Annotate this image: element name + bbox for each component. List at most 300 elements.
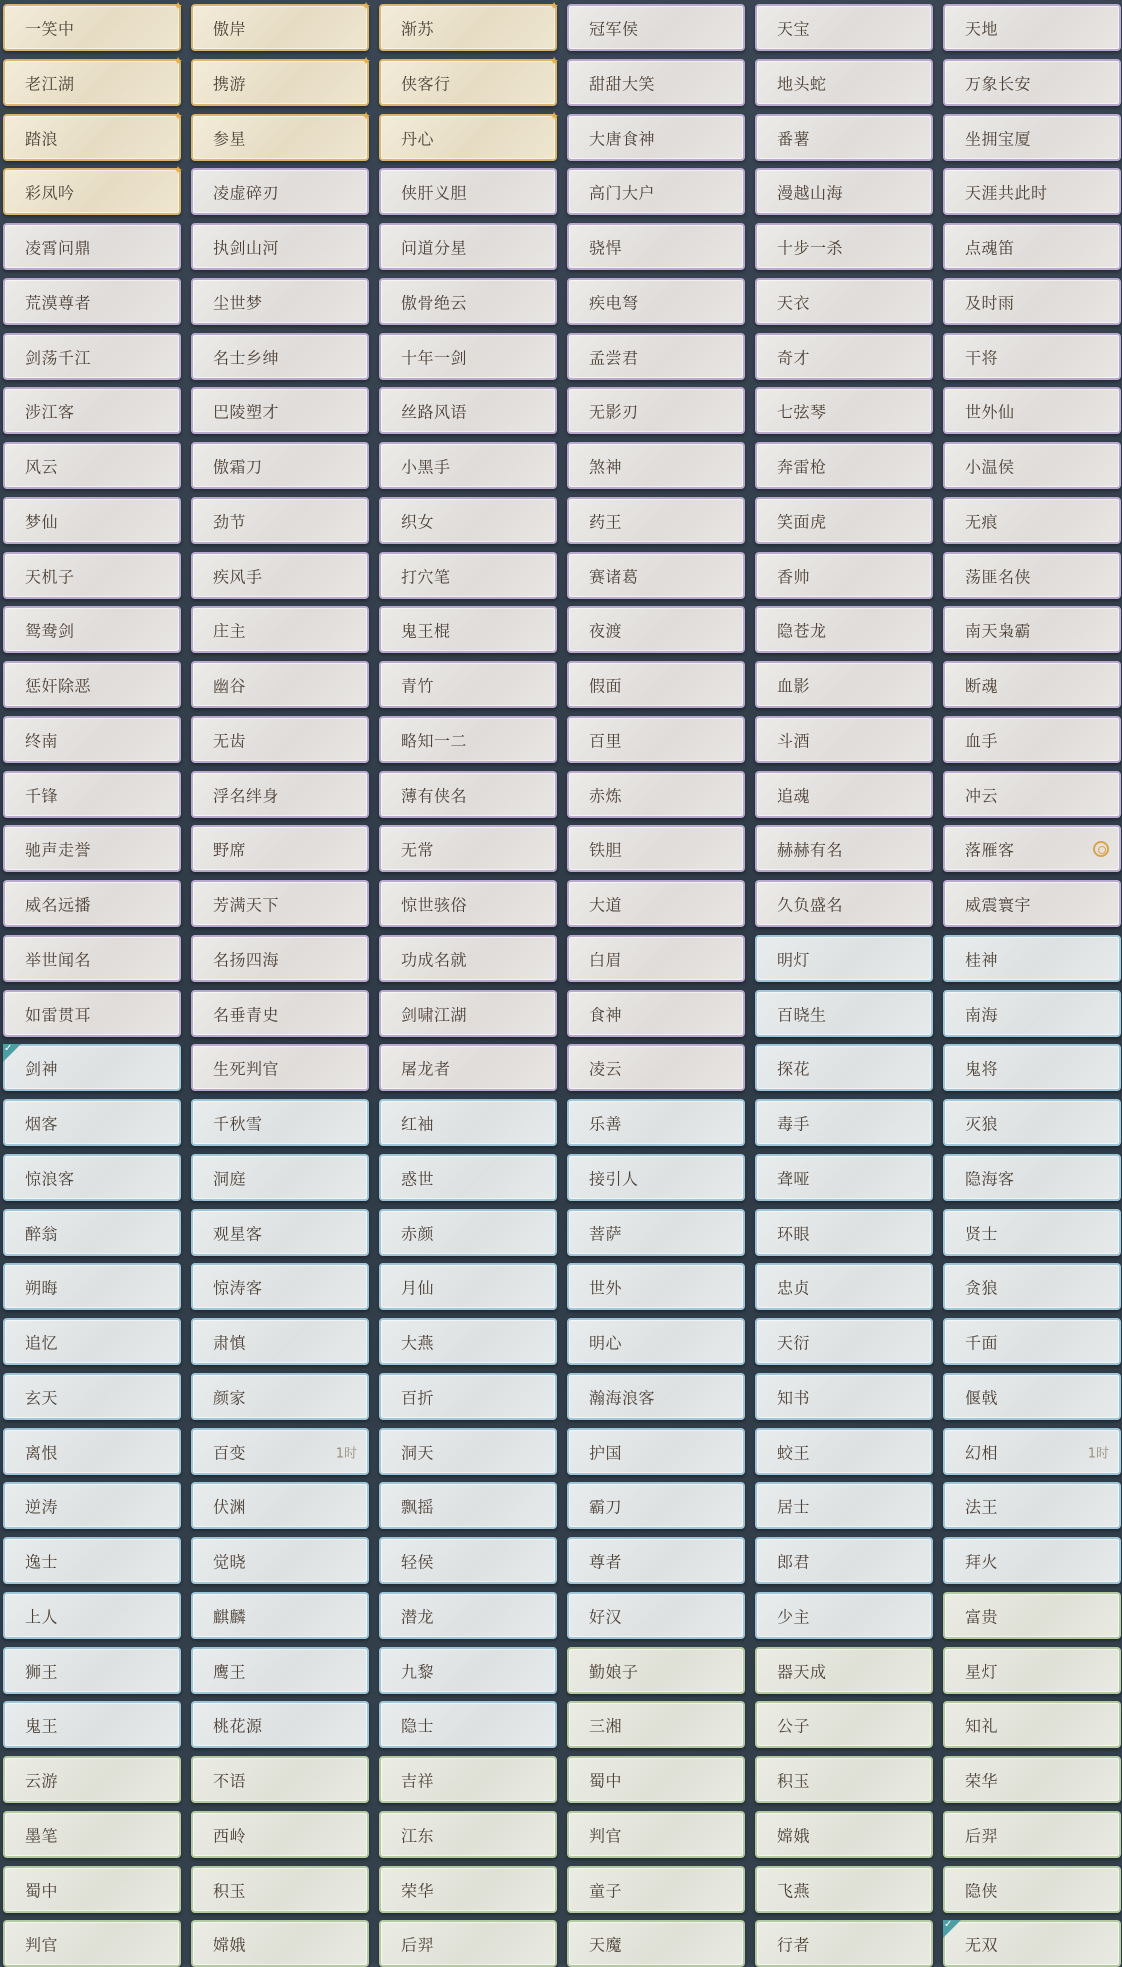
title-card[interactable] [567, 59, 745, 106]
title-label: 行者 [777, 1935, 811, 1954]
title-card[interactable] [755, 661, 933, 708]
title-card[interactable] [943, 1318, 1121, 1365]
title-label: 明灯 [777, 950, 811, 969]
title-card[interactable] [943, 333, 1121, 380]
title-card[interactable] [191, 333, 369, 380]
title-label: 芳满天下 [213, 895, 280, 914]
title-card[interactable] [567, 1482, 745, 1529]
title-label: 颜家 [213, 1388, 247, 1407]
title-label: 菩萨 [589, 1224, 623, 1243]
title-card[interactable] [755, 278, 933, 325]
title-card[interactable] [379, 825, 557, 872]
title-card[interactable] [755, 552, 933, 599]
title-label: 好汉 [589, 1607, 623, 1626]
title-card[interactable] [3, 1263, 181, 1310]
title-card[interactable] [943, 1537, 1121, 1584]
title-card[interactable] [191, 1209, 369, 1256]
title-card[interactable] [567, 223, 745, 270]
title-card[interactable] [567, 497, 745, 544]
title-card[interactable] [755, 333, 933, 380]
title-label: 参星 [213, 129, 247, 148]
title-card[interactable] [943, 990, 1121, 1037]
title-card[interactable] [191, 1044, 369, 1091]
title-label: 剑荡千江 [25, 348, 92, 367]
title-label: 不语 [213, 1771, 247, 1790]
title-label: 天衍 [777, 1333, 811, 1352]
title-label: 法王 [965, 1497, 999, 1516]
title-card[interactable] [567, 1811, 745, 1858]
title-label: 郎君 [777, 1552, 811, 1571]
title-label: 朔晦 [25, 1278, 59, 1297]
title-card[interactable] [191, 54, 371, 106]
title-card[interactable] [755, 1537, 933, 1584]
title-card[interactable] [943, 442, 1121, 489]
title-card[interactable] [943, 1154, 1121, 1201]
title-card[interactable] [191, 1099, 369, 1146]
title-label: 凌云 [589, 1059, 623, 1078]
title-label: 略知一二 [401, 731, 468, 750]
title-label: 忠贞 [777, 1278, 811, 1297]
title-card[interactable] [379, 1866, 557, 1913]
title-label: 无痕 [965, 512, 999, 531]
title-card[interactable] [191, 990, 369, 1037]
title-card[interactable] [567, 1592, 745, 1639]
star-icon: ✦ [172, 0, 183, 13]
title-label: 无影刃 [589, 402, 639, 421]
title-card[interactable] [755, 1482, 933, 1529]
title-card[interactable] [379, 109, 559, 161]
title-card[interactable] [567, 1263, 745, 1310]
title-card[interactable] [755, 4, 933, 51]
title-card[interactable] [567, 825, 745, 872]
title-card[interactable] [191, 771, 369, 818]
title-card[interactable] [567, 442, 745, 489]
title-card[interactable] [191, 661, 369, 708]
title-card[interactable] [379, 1811, 557, 1858]
title-card[interactable] [943, 1756, 1121, 1803]
title-card[interactable] [379, 1373, 557, 1420]
title-label: 点魂笛 [965, 238, 1015, 257]
title-card[interactable] [943, 4, 1121, 51]
title-label: 鹰王 [213, 1662, 247, 1681]
title-label: 明心 [589, 1333, 623, 1352]
title-card[interactable] [191, 1701, 369, 1748]
star-icon: ✦ [548, 109, 559, 123]
title-label: 小黑手 [401, 457, 451, 476]
title-card[interactable] [943, 1701, 1121, 1748]
title-card[interactable] [191, 880, 369, 927]
title-card[interactable] [3, 990, 181, 1037]
title-card[interactable] [755, 1592, 933, 1639]
title-card[interactable] [567, 990, 745, 1037]
title-card[interactable] [379, 1318, 557, 1365]
title-label: 名扬四海 [213, 950, 280, 969]
title-card[interactable] [379, 168, 557, 215]
title-card[interactable] [191, 1592, 369, 1639]
title-card[interactable] [3, 825, 181, 872]
title-label: 幻相 [965, 1443, 999, 1462]
title-card[interactable] [379, 1592, 557, 1639]
title-card[interactable] [755, 387, 933, 434]
title-label: 蜀中 [589, 1771, 623, 1790]
title-card[interactable] [567, 114, 745, 161]
title-card[interactable] [567, 333, 745, 380]
title-card[interactable] [379, 661, 557, 708]
title-label: 煞神 [589, 457, 623, 476]
title-card[interactable] [755, 1701, 933, 1748]
title-card[interactable] [3, 552, 181, 599]
title-card[interactable] [191, 1920, 369, 1967]
title-card[interactable] [3, 163, 183, 215]
title-card[interactable] [567, 1756, 745, 1803]
title-card[interactable] [191, 168, 369, 215]
title-card[interactable] [567, 716, 745, 763]
title-card[interactable] [3, 661, 181, 708]
title-label: 千锋 [25, 786, 59, 805]
title-card[interactable] [191, 552, 369, 599]
title-label: 百变 [213, 1443, 247, 1462]
title-card[interactable] [191, 606, 369, 653]
title-label: 高门大户 [589, 183, 656, 202]
title-card[interactable] [567, 1209, 745, 1256]
title-card[interactable] [943, 223, 1121, 270]
title-card[interactable] [3, 497, 181, 544]
title-card[interactable] [379, 1647, 557, 1694]
title-card[interactable] [3, 1592, 181, 1639]
title-card[interactable] [379, 1209, 557, 1256]
title-card[interactable] [3, 1482, 181, 1529]
title-label: 世外 [589, 1278, 623, 1297]
title-card[interactable] [567, 1647, 745, 1694]
title-card[interactable] [755, 114, 933, 161]
title-card[interactable] [3, 442, 181, 489]
title-label: 落雁客 [965, 840, 1015, 859]
title-label: 贪狼 [965, 1278, 999, 1297]
title-card[interactable] [379, 54, 559, 106]
title-card[interactable] [379, 716, 557, 763]
title-card[interactable] [567, 880, 745, 927]
title-card[interactable] [567, 1920, 745, 1967]
title-card[interactable] [943, 387, 1121, 434]
title-card[interactable] [755, 825, 933, 872]
title-card[interactable] [755, 59, 933, 106]
title-card[interactable] [755, 1428, 933, 1475]
title-label: 天地 [965, 19, 999, 38]
title-card[interactable] [755, 1756, 933, 1803]
title-card[interactable] [567, 387, 745, 434]
title-card[interactable] [3, 1044, 181, 1091]
title-card[interactable] [943, 771, 1121, 818]
title-card[interactable] [567, 771, 745, 818]
title-card[interactable] [755, 1318, 933, 1365]
title-card[interactable] [379, 552, 557, 599]
title-label: 执剑山河 [213, 238, 280, 257]
title-card[interactable] [3, 1647, 181, 1694]
title-card[interactable] [943, 1811, 1121, 1858]
title-card[interactable] [755, 1373, 933, 1420]
title-card[interactable] [191, 442, 369, 489]
title-label: 知礼 [965, 1716, 999, 1735]
title-card[interactable] [191, 825, 369, 872]
title-card[interactable] [191, 1318, 369, 1365]
title-card[interactable] [943, 1647, 1121, 1694]
title-label: 天魔 [589, 1935, 623, 1954]
title-card[interactable] [191, 278, 369, 325]
title-card[interactable] [191, 1373, 369, 1420]
title-card[interactable] [3, 935, 181, 982]
title-label: 公子 [777, 1716, 811, 1735]
title-label: 巴陵塑才 [213, 402, 280, 421]
title-label: 荣华 [401, 1881, 435, 1900]
title-label: 漫越山海 [777, 183, 844, 202]
title-card[interactable] [755, 1811, 933, 1858]
title-card[interactable] [3, 1318, 181, 1365]
title-card[interactable] [3, 606, 181, 653]
title-card[interactable] [755, 497, 933, 544]
title-card[interactable] [567, 1099, 745, 1146]
title-card[interactable] [379, 880, 557, 927]
title-card[interactable] [191, 1866, 369, 1913]
title-card[interactable] [943, 1263, 1121, 1310]
star-icon: ✦ [548, 54, 559, 68]
title-card[interactable] [379, 935, 557, 982]
title-label: 江东 [401, 1826, 435, 1845]
title-card[interactable] [755, 1920, 933, 1967]
title-label: 踏浪 [25, 129, 59, 148]
title-card[interactable] [379, 1263, 557, 1310]
title-card[interactable] [755, 1154, 933, 1201]
title-card[interactable] [379, 1537, 557, 1584]
title-label: 百晓生 [777, 1005, 827, 1024]
title-card[interactable] [943, 114, 1121, 161]
title-label: 潜龙 [401, 1607, 435, 1626]
title-card[interactable] [943, 1209, 1121, 1256]
title-card[interactable] [943, 1482, 1121, 1529]
title-card[interactable] [755, 1044, 933, 1091]
title-label: 聋哑 [777, 1169, 811, 1188]
title-label: 毒手 [777, 1114, 811, 1133]
title-label: 惊世骇俗 [401, 895, 468, 914]
title-card[interactable] [3, 1373, 181, 1420]
title-label: 十年一剑 [401, 348, 468, 367]
title-label: 器天成 [777, 1662, 827, 1681]
title-card[interactable] [567, 1866, 745, 1913]
title-card[interactable] [3, 1209, 181, 1256]
title-card[interactable] [567, 1701, 745, 1748]
title-card[interactable] [191, 387, 369, 434]
title-label: 食神 [589, 1005, 623, 1024]
title-label: 驰声走誉 [25, 840, 92, 859]
title-card[interactable] [191, 716, 369, 763]
title-card[interactable] [755, 1647, 933, 1694]
title-label: 如雷贯耳 [25, 1005, 92, 1024]
title-card[interactable] [567, 1428, 745, 1475]
title-card[interactable] [3, 223, 181, 270]
title-card[interactable] [379, 278, 557, 325]
title-card[interactable] [943, 880, 1121, 927]
title-card[interactable] [943, 716, 1121, 763]
title-card[interactable] [567, 552, 745, 599]
title-card[interactable] [567, 1044, 745, 1091]
title-card[interactable] [3, 716, 181, 763]
title-card[interactable] [3, 54, 183, 106]
title-card[interactable] [567, 606, 745, 653]
title-card[interactable] [567, 4, 745, 51]
title-label: 傲霜刀 [213, 457, 263, 476]
title-card[interactable] [567, 1537, 745, 1584]
title-card[interactable] [191, 1482, 369, 1529]
title-label: 荣华 [965, 1771, 999, 1790]
title-card[interactable] [379, 1099, 557, 1146]
title-card[interactable] [943, 1373, 1121, 1420]
title-card[interactable] [943, 1866, 1121, 1913]
title-card[interactable] [943, 497, 1121, 544]
title-card[interactable] [3, 771, 181, 818]
title-card[interactable] [3, 387, 181, 434]
title-card[interactable] [3, 1756, 181, 1803]
title-card[interactable] [3, 1099, 181, 1146]
title-label: 嫦娥 [777, 1826, 811, 1845]
title-card[interactable] [379, 606, 557, 653]
title-label: 名垂青史 [213, 1005, 280, 1024]
title-card[interactable] [755, 606, 933, 653]
title-label: 百里 [589, 731, 623, 750]
title-card[interactable] [191, 1428, 369, 1475]
title-card[interactable] [191, 1647, 369, 1694]
title-card[interactable] [191, 1756, 369, 1803]
title-card[interactable] [943, 59, 1121, 106]
title-card[interactable] [755, 1099, 933, 1146]
title-label: 打穴笔 [401, 567, 451, 586]
title-card[interactable] [943, 552, 1121, 599]
title-card[interactable] [191, 223, 369, 270]
title-card[interactable] [379, 223, 557, 270]
title-label: 斗酒 [777, 731, 811, 750]
title-card[interactable] [191, 109, 371, 161]
star-icon: ✦ [172, 54, 183, 68]
title-card[interactable] [379, 1044, 557, 1091]
title-label: 接引人 [589, 1169, 639, 1188]
title-card[interactable] [379, 497, 557, 544]
title-label: 吉祥 [401, 1771, 435, 1790]
title-label: 鬼王棍 [401, 621, 451, 640]
title-card[interactable] [191, 0, 371, 51]
title-card[interactable] [379, 1756, 557, 1803]
title-card[interactable] [755, 1866, 933, 1913]
title-card[interactable] [379, 1920, 557, 1967]
title-card[interactable] [755, 223, 933, 270]
title-card[interactable] [567, 1318, 745, 1365]
title-card[interactable] [567, 278, 745, 325]
title-card[interactable] [755, 442, 933, 489]
title-card[interactable] [3, 1428, 181, 1475]
title-card[interactable] [755, 935, 933, 982]
title-card[interactable] [943, 1920, 1121, 1967]
title-card[interactable] [567, 168, 745, 215]
title-label: 药王 [589, 512, 623, 531]
title-card[interactable] [3, 1920, 181, 1967]
title-label: 童子 [589, 1881, 623, 1900]
title-card[interactable] [755, 1263, 933, 1310]
title-card[interactable] [567, 661, 745, 708]
title-card[interactable] [943, 278, 1121, 325]
title-card[interactable] [567, 1154, 745, 1201]
title-label: 赫赫有名 [777, 840, 844, 859]
title-card[interactable] [755, 771, 933, 818]
title-card[interactable] [3, 1701, 181, 1748]
title-card[interactable] [191, 1811, 369, 1858]
title-card[interactable] [943, 1044, 1121, 1091]
title-card[interactable] [191, 1537, 369, 1584]
title-card[interactable] [191, 497, 369, 544]
title-card[interactable] [379, 1154, 557, 1201]
title-label: 冠军侯 [589, 19, 639, 38]
title-card[interactable] [943, 606, 1121, 653]
title-card[interactable] [3, 109, 183, 161]
title-label: 青竹 [401, 676, 435, 695]
title-label: 赤颜 [401, 1224, 435, 1243]
title-card[interactable] [943, 1099, 1121, 1146]
title-card[interactable] [379, 387, 557, 434]
title-card[interactable] [943, 168, 1121, 215]
title-card[interactable] [943, 1428, 1121, 1475]
title-card[interactable] [943, 661, 1121, 708]
title-label: 傲岸 [213, 19, 247, 38]
title-card[interactable] [3, 1811, 181, 1858]
title-card[interactable] [191, 1154, 369, 1201]
title-card[interactable] [379, 1482, 557, 1529]
title-card[interactable] [3, 1866, 181, 1913]
title-card[interactable] [755, 716, 933, 763]
title-label: 断魂 [965, 676, 999, 695]
title-card[interactable] [3, 1154, 181, 1201]
title-card[interactable] [379, 771, 557, 818]
title-card[interactable] [567, 1373, 745, 1420]
title-label: 血影 [777, 676, 811, 695]
title-card[interactable] [943, 1592, 1121, 1639]
title-card[interactable] [3, 333, 181, 380]
title-card[interactable] [567, 935, 745, 982]
title-card[interactable] [3, 880, 181, 927]
title-card[interactable] [3, 1537, 181, 1584]
title-card[interactable] [755, 168, 933, 215]
star-icon: ✦ [360, 54, 371, 68]
title-label: 尘世梦 [213, 293, 263, 312]
title-card[interactable] [3, 278, 181, 325]
title-card[interactable] [3, 0, 183, 51]
title-card[interactable] [943, 825, 1121, 872]
title-card[interactable] [755, 1209, 933, 1256]
duration-badge: 1时 [1087, 1446, 1109, 1461]
title-card[interactable] [379, 1701, 557, 1748]
title-label: 甜甜大笑 [589, 74, 656, 93]
title-card[interactable] [191, 935, 369, 982]
title-card[interactable] [191, 1263, 369, 1310]
title-card[interactable] [755, 990, 933, 1037]
title-card[interactable] [379, 1428, 557, 1475]
title-label: 屠龙者 [401, 1059, 451, 1078]
title-card[interactable] [943, 935, 1121, 982]
title-card[interactable] [379, 0, 559, 51]
title-card[interactable] [755, 880, 933, 927]
title-label: 云游 [25, 1771, 59, 1790]
title-label: 野席 [213, 840, 247, 859]
title-card[interactable] [379, 442, 557, 489]
title-card[interactable] [379, 990, 557, 1037]
title-card[interactable] [379, 333, 557, 380]
title-label: 生死判官 [213, 1059, 280, 1078]
title-label: 尊者 [589, 1552, 623, 1571]
